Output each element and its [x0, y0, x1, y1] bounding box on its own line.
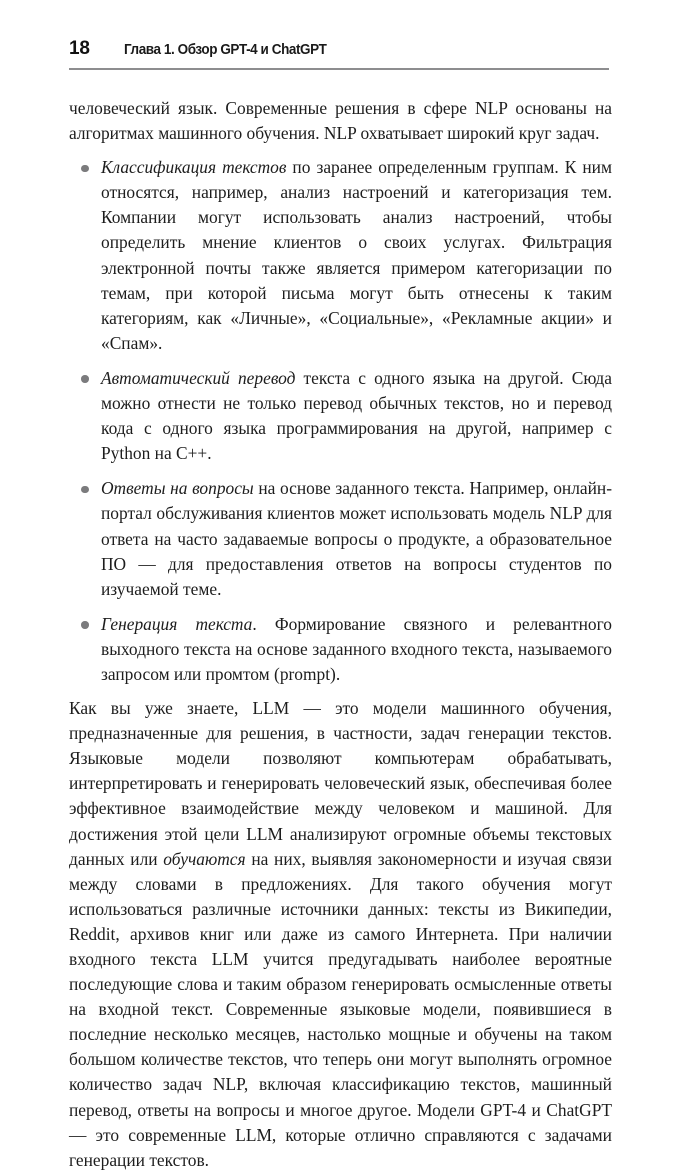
list-item [69, 476, 612, 601]
list-item-lead: Генерация текста [101, 613, 253, 634]
spacer-after-list [69, 687, 612, 696]
running-head [69, 38, 609, 62]
chapter-title: Глава 1. Обзор GPT-4 и ChatGPT [124, 42, 327, 58]
closing-paragraph-emphasis: обучаются [163, 848, 246, 869]
closing-paragraph-part2: на них, выявляя закономерности и изучая связи между словами в предложениях. Для такого обучения могут использоваться различные источники данных: тексты из Википедии, Reddit, архивов книг или даже из самого Интернета. При наличии входного текста LLM учится предугадывать наиболее вероятные последующие слова и таким образом генерировать осмысленные ответы на входной текст. Современные языковые модели, появившиеся в последние несколько месяцев, настолько мощные и обучены на таком большом количестве текстов, что теперь они могут выполнять огромное количество задач NLP, включая классификацию текстов, машинный перевод, ответы на вопросы и многое другое. Модели GPT-4 и ChatGPT — это современные LLM, которые отлично справляются с задачами генерации текстов. [69, 848, 612, 1170]
spacer-before-list [69, 146, 612, 155]
bullet-dot-icon [81, 165, 89, 173]
list-item-lead: Автоматический перевод [101, 367, 296, 388]
list-item-lead: Классификация текстов [101, 157, 287, 178]
intro-paragraph: человеческий язык. Современные решения в сфере NLP основаны на алгоритмах машинного обучения. NLP охватывает широкий круг задач. [69, 98, 612, 144]
list-item-body: текста с одного языка на другой. Сюда можно отнести не только перевод обычных текстов, но и перевод кода с одного языка программирования на другой, например с Python на C++. [101, 367, 612, 464]
list-item-body: на основе заданного текста. Например, онлайн-портал обслуживания клиентов может использовать модель NLP для ответа на часто задаваемые вопросы о продукте, а образовательное ПО — для предоставления ответов на вопросы студентов по изучаемой теме. [101, 478, 612, 599]
closing-paragraph-part1: Как вы уже знаете, LLM — это модели машинного обучения, предназначенные для решения, в частности, задач генерации текстов. Языковые модели позволяют компьютерам обрабатывать, интерпретировать и генерировать человеческий язык, обеспечивая более эффективное взаимодействие между человеком и машиной. Для достижения этой цели LLM анализируют огромные объемы текстовых данных или [69, 698, 612, 869]
list-item-body: . Формирование связного и релевантного выходного текста на основе заданного входного текста, называемого запросом или промтом (prompt). [101, 613, 612, 684]
list-item [69, 366, 612, 466]
list-item-lead: Ответы на вопросы [101, 478, 254, 499]
bullet-dot-icon [81, 486, 89, 494]
list-item [69, 155, 612, 356]
nlp-tasks-list [69, 155, 612, 687]
list-item-body: по заранее определенным группам. К ним относятся, например, анализ настроений и категоризация тем. Компании могут использовать анализ настроений, чтобы определить мнение клиентов о своих услугах. Фильтрация электронной почты также является примером категоризации по темам, при которой письма могут быть отнесены к таким категориям, как «Личные», «Социальные», «Рекламные акции» и «Спам». [101, 157, 612, 353]
closing-paragraph [69, 696, 612, 1173]
page-number: 18 [69, 38, 90, 59]
bullet-dot-icon [81, 621, 89, 629]
bullet-dot-icon [81, 375, 89, 383]
text-column [69, 96, 612, 1173]
header-divider [69, 68, 609, 70]
list-item [69, 612, 612, 687]
